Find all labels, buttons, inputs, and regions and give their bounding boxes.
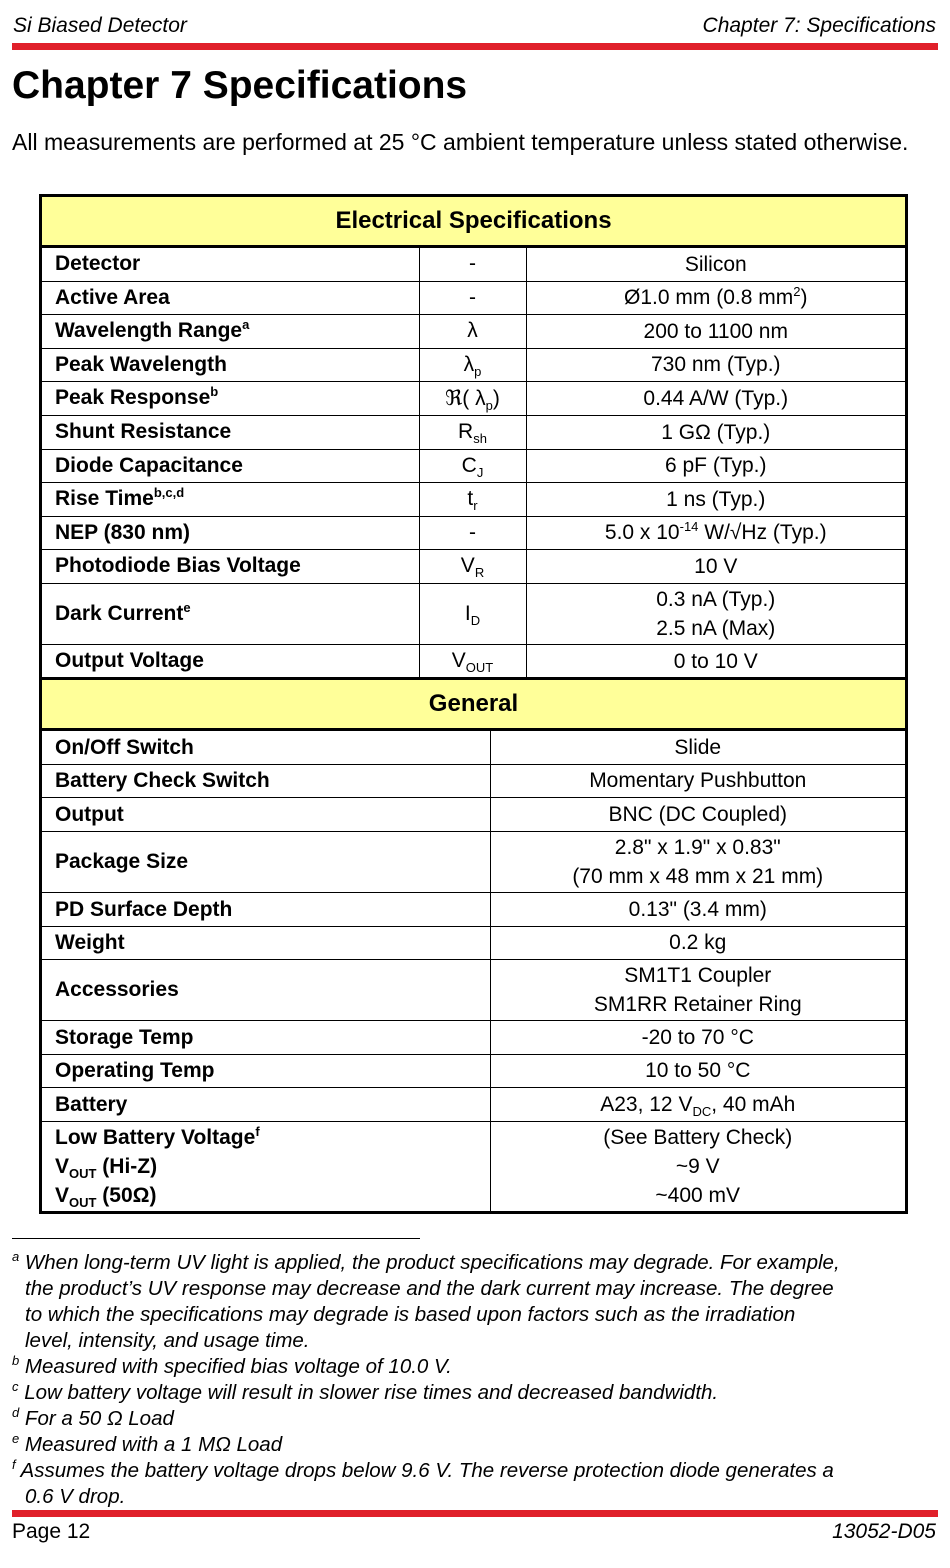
value: (See Battery Check) [603, 1125, 793, 1149]
parameter-label: NEP (830 nm) [55, 520, 190, 544]
parameter-cell [42, 449, 419, 482]
value-cell [490, 731, 905, 764]
parameter-cell [42, 1020, 490, 1054]
value: A23, 12 V [600, 1092, 693, 1116]
header-rule [12, 43, 938, 50]
symbol-subscript: p [485, 397, 493, 413]
parameter-label: Rise Time [55, 487, 154, 510]
value: 10 V [694, 554, 738, 578]
footnote-e [12, 1432, 937, 1458]
intro-text: All measurements are performed at 25 °C ambient temperature unless stated otherwise. [12, 129, 909, 155]
parameter-cell [42, 549, 419, 583]
symbol: V [460, 554, 475, 577]
value-cell [526, 516, 905, 549]
value-cell [526, 549, 905, 583]
value-cell [490, 926, 905, 959]
value-cell [490, 1121, 905, 1211]
symbol-line [420, 386, 526, 411]
value-line [527, 317, 906, 346]
footnote-key: d [12, 1405, 20, 1421]
value-line [491, 1181, 906, 1210]
footnote-key: f [12, 1457, 16, 1473]
parameter-cell [42, 644, 419, 678]
electrical-spec-table [39, 194, 908, 681]
footnote-text: Measured with a 1 MΩ Load [19, 1433, 283, 1456]
running-header-title: Si Biased Detector [13, 14, 187, 37]
value-line [491, 961, 906, 990]
value-cell [490, 1020, 905, 1054]
value: Silicon [684, 252, 747, 276]
value-line [491, 833, 906, 862]
table-row [42, 314, 905, 348]
parameter-label: V [55, 1154, 70, 1178]
parameter-label-line [55, 847, 490, 876]
parameter-label-line [55, 286, 419, 310]
footnote-key: b [12, 1353, 20, 1369]
value: W/√Hz (Typ.) [698, 521, 827, 544]
symbol-cell [419, 449, 526, 482]
value-line [491, 766, 906, 795]
table-row [42, 482, 905, 516]
value: 0.44 A/W (Typ.) [643, 386, 789, 410]
parameter-label: Peak Response [55, 386, 211, 409]
symbol-subscript: p [474, 363, 482, 379]
symbol-line [420, 487, 526, 514]
value-line [491, 800, 906, 829]
value-line [491, 895, 906, 924]
value-line [491, 862, 906, 891]
parameter-label-line [55, 1152, 490, 1181]
footnote-key: e [12, 1431, 20, 1447]
parameter-label: PD Surface Depth [55, 897, 233, 921]
value-cell [490, 831, 905, 892]
parameter-label-subscript: OUT [69, 1194, 97, 1210]
page-title: Chapter 7 Specifications [12, 64, 468, 107]
footnote-d [12, 1406, 937, 1432]
footnote-b [12, 1354, 937, 1380]
parameter-cell [42, 797, 490, 831]
symbol-cell [419, 348, 526, 381]
parameter-label-line [55, 386, 419, 410]
symbol-subscript: D [470, 612, 481, 628]
document-number: 13052-D05 [832, 1520, 936, 1543]
footer-rule [12, 1510, 938, 1517]
parameter-label-line [55, 1181, 490, 1210]
value: Ø1.0 mm (0.8 mm [624, 286, 794, 309]
parameter-label-line [55, 733, 490, 762]
value: 0.13" (3.4 mm) [628, 897, 767, 921]
parameter-label-superscript: b,c,d [153, 485, 185, 500]
symbol-line [420, 286, 526, 310]
value: 10 to 50 °C [645, 1059, 751, 1082]
value-line [527, 283, 906, 312]
symbol: C [461, 453, 477, 477]
symbol-line [420, 454, 526, 478]
table-row [42, 959, 905, 1020]
value: 1 ns (Typ.) [666, 487, 766, 511]
value-line [491, 928, 906, 957]
symbol: I [464, 601, 471, 625]
parameter-label: Peak Wavelength [55, 352, 227, 376]
footnote-text: to which the specifications may degrade is based upon factors such as the irradiation [25, 1303, 796, 1326]
table-row [42, 764, 905, 797]
parameter-cell [42, 831, 490, 892]
footnote-c [12, 1380, 937, 1406]
footnote-text: level, intensity, and usage time. [25, 1329, 310, 1352]
value: 0 to 10 V [673, 649, 758, 673]
footnote-a [12, 1250, 937, 1354]
value-line [527, 384, 906, 413]
parameter-cell [42, 583, 419, 644]
value-cell [526, 583, 905, 644]
parameter-cell [42, 1121, 490, 1211]
parameter-label: Active Area [55, 285, 170, 309]
value-cell [526, 348, 905, 381]
parameter-label-line [55, 766, 490, 795]
value-cell [526, 644, 905, 678]
value-cell [526, 449, 905, 482]
parameter-label: Shunt Resistance [55, 420, 232, 443]
parameter-label: Battery [55, 1092, 128, 1116]
value-cell [526, 482, 905, 516]
parameter-label-line [55, 1023, 490, 1052]
parameter-label: Dark Current [55, 601, 184, 625]
parameter-label: Low Battery Voltage [55, 1125, 256, 1149]
value-line [491, 733, 906, 762]
symbol-cell [419, 281, 526, 314]
symbol-subscript: r [473, 498, 478, 514]
value-line [491, 1023, 906, 1052]
symbol-cell [419, 549, 526, 583]
value: 0.2 kg [669, 931, 727, 954]
symbol-line [420, 252, 526, 276]
symbol: ) [492, 386, 500, 410]
value-cell [490, 959, 905, 1020]
value: BNC (DC Coupled) [608, 802, 788, 826]
table-row [42, 731, 905, 764]
parameter-label: Operating Temp [55, 1059, 215, 1082]
footnote-rule [12, 1238, 420, 1239]
parameter-label-line [55, 1056, 490, 1085]
value-line [527, 552, 906, 581]
section-heading-electrical: Electrical Specifications [42, 197, 905, 248]
footnote-text: the product’s UV response may decrease and the dark current may increase. The degree [25, 1277, 834, 1300]
value-line [527, 518, 906, 547]
parameter-label: (50Ω) [96, 1183, 157, 1207]
parameter-label-line [55, 599, 419, 626]
parameter-label: Diode Capacitance [55, 453, 243, 477]
symbol-line [420, 554, 526, 581]
footnote-text: Low battery voltage will result in slower rise times and decreased bandwidth. [18, 1381, 719, 1404]
parameter-cell [42, 731, 490, 764]
table-row [42, 583, 905, 644]
symbol: λ [467, 319, 478, 342]
value: 6 pF (Typ.) [664, 454, 767, 477]
table-row [42, 1054, 905, 1087]
parameter-label: (Hi-Z) [96, 1154, 158, 1178]
parameter-label-superscript: b [210, 384, 219, 399]
parameter-label: Accessories [55, 978, 179, 1001]
parameter-cell [42, 381, 419, 415]
value: ) [800, 286, 808, 309]
value-cell [526, 381, 905, 415]
value-cell [490, 1087, 905, 1121]
table-row [42, 892, 905, 926]
parameter-label-line [55, 554, 419, 578]
value: 5.0 x 10 [604, 521, 680, 544]
value: 730 nm (Typ.) [650, 353, 781, 376]
value-cell [490, 892, 905, 926]
symbol: R [458, 420, 474, 443]
parameter-label-line [55, 353, 419, 377]
value-line [527, 647, 906, 676]
value-cell [526, 415, 905, 449]
symbol: λ [463, 352, 475, 376]
parameter-label: Wavelength Range [55, 319, 243, 342]
value-cell [526, 248, 905, 281]
symbol: t [467, 487, 474, 510]
symbol-subscript: J [476, 464, 484, 480]
symbol-subscript: OUT [465, 660, 494, 676]
table-row [42, 797, 905, 831]
table-row [42, 1087, 905, 1121]
parameter-cell [42, 1054, 490, 1087]
parameter-label-line [55, 1123, 490, 1152]
footnote-text: 0.6 V drop. [25, 1485, 126, 1508]
footnote-text: Assumes the battery voltage drops below 9.6 V. The reverse protection diode generates a [15, 1459, 834, 1482]
parameter-label: Detector [55, 252, 141, 276]
value-line [527, 451, 906, 480]
value: 0.3 nA (Typ.) [656, 587, 776, 611]
parameter-cell [42, 415, 419, 449]
table-row [42, 831, 905, 892]
symbol-cell [419, 248, 526, 281]
footnote-f [12, 1458, 937, 1510]
value: 2.8" x 1.9" x 0.83" [614, 835, 781, 859]
value-subscript: DC [692, 1103, 712, 1119]
symbol-cell [419, 644, 526, 678]
symbol: - [469, 285, 476, 309]
running-header-chapter: Chapter 7: Specifications [702, 14, 936, 37]
parameter-label-line [55, 1090, 490, 1119]
symbol-cell [419, 482, 526, 516]
parameter-cell [42, 482, 419, 516]
value-line [491, 1090, 906, 1119]
parameter-label: Photodiode Bias Voltage [55, 554, 301, 577]
value: ~9 V [675, 1154, 720, 1178]
symbol-cell [419, 516, 526, 549]
parameter-label-superscript: e [183, 599, 191, 615]
parameter-label-line [55, 521, 419, 545]
parameter-label-line [55, 487, 419, 511]
footnote-text: For a 50 Ω Load [19, 1407, 174, 1430]
value-cell [526, 281, 905, 314]
section-heading-general: General [42, 680, 905, 731]
value-line [527, 350, 906, 379]
table-row [42, 1121, 905, 1211]
parameter-cell [42, 1087, 490, 1121]
value-line [491, 1056, 906, 1085]
table-row [42, 644, 905, 678]
parameter-cell [42, 892, 490, 926]
symbol-line [420, 602, 526, 626]
footnote-key: c [12, 1379, 19, 1395]
parameter-label-line [55, 649, 419, 673]
parameter-label: Weight [55, 931, 125, 954]
table-row [42, 381, 905, 415]
value-cell [490, 1054, 905, 1087]
symbol-cell [419, 583, 526, 644]
value-superscript: -14 [679, 519, 699, 534]
value: (70 mm x 48 mm x 21 mm) [572, 864, 824, 888]
value-cell [526, 314, 905, 348]
general-spec-table [39, 677, 908, 1214]
value-line [527, 418, 906, 447]
symbol-subscript: sh [473, 431, 487, 447]
table-row [42, 1020, 905, 1054]
parameter-label-superscript: a [242, 317, 250, 332]
parameter-cell [42, 348, 419, 381]
symbol-line [420, 353, 526, 377]
symbol-line [420, 319, 526, 343]
value-line [527, 614, 906, 643]
value-cell [490, 797, 905, 831]
parameter-cell [42, 248, 419, 281]
parameter-label-line [55, 895, 490, 924]
symbol: V [451, 649, 466, 673]
parameter-cell [42, 764, 490, 797]
symbol-line [420, 521, 526, 545]
value-line [527, 485, 906, 514]
parameter-label-line [55, 454, 419, 478]
parameter-label-line [55, 420, 419, 444]
parameter-label-line [55, 319, 419, 343]
table-row [42, 449, 905, 482]
symbol-cell [419, 415, 526, 449]
parameter-cell [42, 926, 490, 959]
parameter-label-subscript: OUT [69, 1165, 97, 1181]
table-row [42, 415, 905, 449]
parameter-label-line [55, 975, 490, 1004]
value-line [491, 1123, 906, 1152]
value: Slide [674, 735, 722, 759]
parameter-label-line [55, 252, 419, 276]
value: Momentary Pushbutton [589, 769, 807, 792]
symbol-subscript: R [474, 565, 485, 581]
symbol-line [420, 649, 526, 676]
value: 1 GΩ (Typ.) [661, 420, 771, 444]
value-superscript: 2 [793, 284, 801, 299]
parameter-cell [42, 959, 490, 1020]
value: 200 to 1100 nm [643, 319, 788, 343]
parameter-label: Output Voltage [55, 649, 204, 673]
value: 2.5 nA (Max) [656, 616, 776, 640]
value-line [491, 1152, 906, 1181]
parameter-cell [42, 314, 419, 348]
page-number: Page 12 [12, 1520, 91, 1543]
symbol-line [420, 420, 526, 447]
footnote-key: a [12, 1249, 20, 1265]
parameter-cell [42, 281, 419, 314]
table-row [42, 549, 905, 583]
value-line [491, 990, 906, 1019]
parameter-label: On/Off Switch [55, 735, 194, 759]
parameter-cell [42, 516, 419, 549]
footnote-text: When long-term UV light is applied, the product specifications may degrade. For example, [19, 1251, 840, 1274]
value: SM1RR Retainer Ring [593, 992, 802, 1016]
parameter-label: V [55, 1183, 70, 1207]
parameter-label-superscript: f [255, 1123, 260, 1139]
value: -20 to 70 °C [641, 1025, 754, 1049]
symbol: - [469, 520, 476, 544]
table-row [42, 926, 905, 959]
value-cell [490, 764, 905, 797]
parameter-label: Battery Check Switch [55, 769, 270, 792]
parameter-label-line [55, 928, 490, 957]
symbol-cell [419, 314, 526, 348]
symbol-cell [419, 381, 526, 415]
table-row [42, 348, 905, 381]
parameter-label: Output [55, 802, 124, 826]
value-line [527, 250, 906, 279]
symbol: - [469, 252, 476, 276]
table-row [42, 281, 905, 314]
value: SM1T1 Coupler [624, 963, 772, 987]
value: , 40 mAh [711, 1092, 796, 1116]
table-row [42, 516, 905, 549]
value-line [527, 585, 906, 614]
symbol: ℜ( λ [445, 386, 486, 410]
table-row [42, 248, 905, 281]
parameter-label: Package Size [55, 850, 189, 873]
footnote-text: Measured with specified bias voltage of 10.0 V. [19, 1355, 452, 1378]
parameter-label-line [55, 800, 490, 829]
value: ~400 mV [655, 1183, 741, 1207]
parameter-label: Storage Temp [55, 1025, 194, 1049]
